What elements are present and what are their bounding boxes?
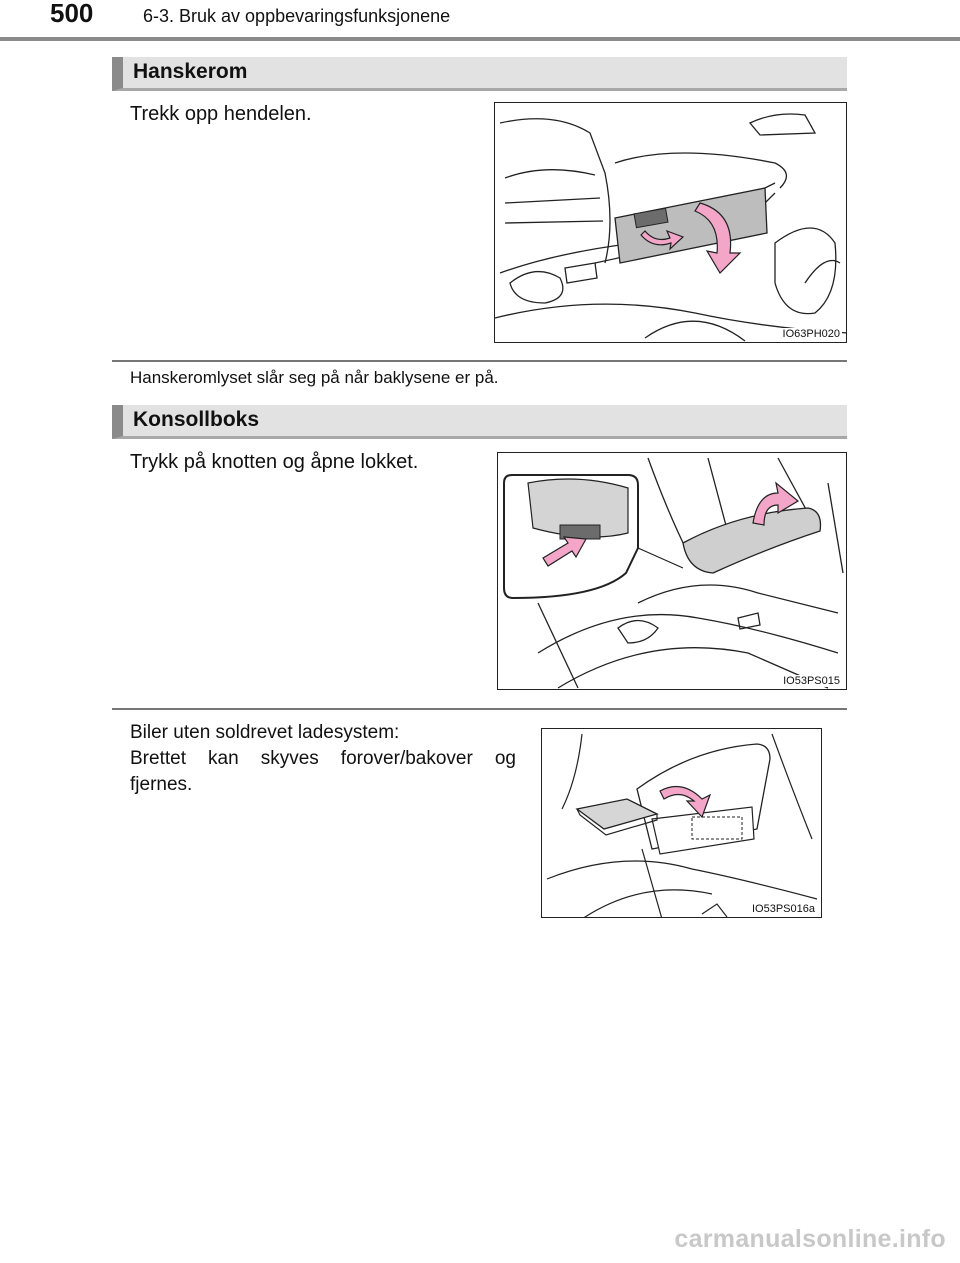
tray-figure xyxy=(541,728,822,918)
tray-condition: Biler uten soldrevet ladesystem: xyxy=(130,722,400,743)
tray-illustration xyxy=(542,729,822,918)
chapter-title: 6-3. Bruk av oppbevaringsfunksjonene xyxy=(143,6,451,26)
console-instruction: Trykk på knotten og åpne lokket. xyxy=(130,451,419,473)
section-heading-glovebox xyxy=(112,57,847,91)
section-heading-text: Hanskerom xyxy=(133,60,248,83)
page-number: 500 xyxy=(50,0,94,28)
figure-code: IO53PS015 xyxy=(783,675,840,687)
tray-description: Brettet kan skyves forover/bakover og fjernes. xyxy=(130,748,516,795)
console-lid xyxy=(683,508,821,573)
watermark: carmanualsonline.info xyxy=(674,1225,946,1253)
tray-text xyxy=(130,720,516,798)
glovebox-figure xyxy=(494,102,847,343)
figure-code: IO63PH020 xyxy=(782,328,840,340)
figure-code: IO53PS016a xyxy=(752,903,815,915)
section-heading-console xyxy=(112,405,847,439)
glovebox-note: Hanskeromlyset slår seg på når baklysene er på. xyxy=(130,368,499,387)
divider xyxy=(112,708,847,710)
glovebox-instruction: Trekk opp hendelen. xyxy=(130,103,312,125)
console-illustration xyxy=(498,453,847,690)
console-figure xyxy=(497,452,847,690)
section-heading-text: Konsollboks xyxy=(133,408,260,431)
header-rule xyxy=(0,37,960,41)
divider xyxy=(112,360,847,362)
inset-detail xyxy=(504,475,683,598)
glovebox-illustration xyxy=(495,103,847,343)
